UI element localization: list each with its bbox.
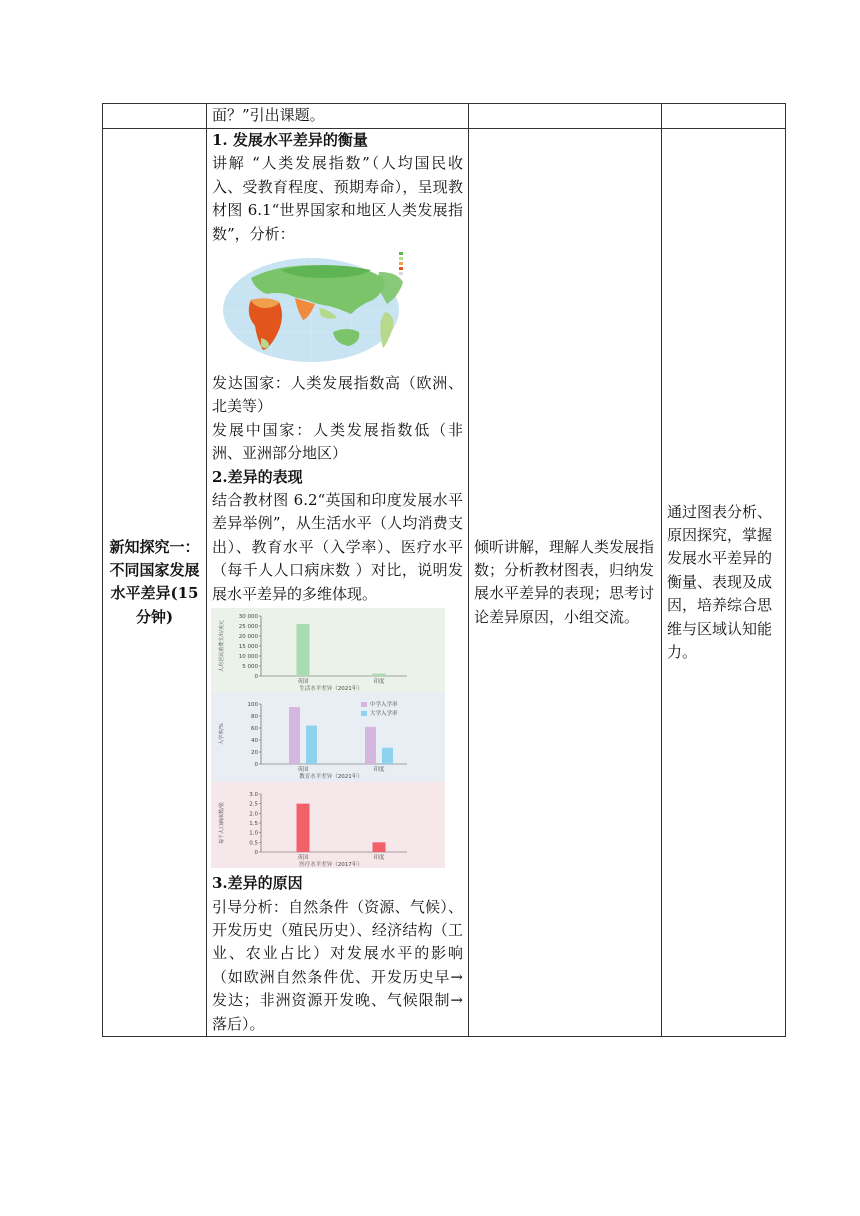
chart-legend-swatch [361,711,367,716]
paragraph-hdi: 讲解 “人类发展指数”（人均国民收入、受教育程度、预期寿命），呈现教材图 6.1“世界国家和地区人类发展指数”，分析： [212,154,463,243]
chart-legend-swatch [361,702,367,707]
chart-y-tick-label: 0 [254,850,258,857]
design-intent-cell [662,129,786,1037]
heading-manifestation: 2.差异的表现 [212,467,303,486]
chart-y-tick-label: 1.0 [249,830,258,837]
student-activity-text: 倾听讲解，理解人类发展指数；分析教材图表，归纳发展水平差异的表现；思考讨论差异原因，小组交流。 [474,537,655,626]
table-row [103,104,786,129]
chart-bar [373,842,386,852]
world-hdi-map [211,248,427,368]
paragraph-developed: 发达国家：人类发展指数高（欧洲、北美等） [212,374,463,416]
chart-legend-label: 大学入学率 [370,711,398,718]
chart-title: 医疗水平差异（2017年） [299,862,363,869]
cell-intro-tail [207,104,469,129]
heading-measure: 1. 发展水平差异的衡量 [212,131,368,149]
lesson-plan-table [102,103,786,1037]
chart-y-label: 人均居民消费支出/美元 [219,620,225,672]
chart-y-tick-label: 0.5 [249,840,258,847]
chart-panel-bg [211,692,445,782]
chart-bar [297,624,310,676]
chart-category-label: 英国 [297,679,309,686]
paragraph-comparison: 结合教材图 6.2“英国和印度发展水平差异举例”，从生活水平（人均消费支出）、教育水平（入学率）、医疗水平（每千人人口病床数 ）对比，说明发展水平差异的多维体现。 [212,491,463,603]
paragraph-causes: 引导分析：自然条件（资源、气候）、开发历史（殖民历史）、经济结构（工业、农业占比）对发展水平的影响（如欧洲自然条件优、开发历史早→发达；非洲资源开发晚、气候限制→落后）。 [212,897,463,1033]
heading-causes: 3.差异的原因 [212,874,303,893]
chart-panel-bg [211,782,445,868]
chart-y-tick-label: 25 000 [238,624,258,631]
chart-bar [306,726,317,764]
chart-bar [373,674,386,676]
chart-y-tick-label: 20 000 [238,634,258,641]
uk-india-comparison-charts [211,608,445,868]
cell-empty [103,104,207,129]
chart-y-label: 每千人口病床数/张 [219,802,225,844]
chart-y-tick-label: 60 [251,726,258,733]
chart-y-tick-label: 5 000 [242,664,258,671]
student-activity-cell [469,129,662,1037]
chart-panel-bg [211,608,445,692]
chart-y-tick-label: 3.0 [249,792,258,799]
chart-y-tick-label: 10 000 [238,654,258,661]
cell-empty [662,104,786,129]
design-intent-text: 通过图表分析、原因探究，掌握发展水平差异的衡量、表现及成因，培养综合思维与区域认知能力。 [667,502,773,661]
chart-y-tick-label: 30 000 [238,614,258,621]
chart-y-label: 入学率/% [219,723,225,745]
table-row [103,129,786,1037]
teacher-activity-cell [207,129,469,1037]
chart-y-tick-label: 0 [254,762,258,769]
chart-y-tick-label: 2.5 [249,801,258,808]
chart-y-tick-label: 40 [251,738,258,745]
chart-bar [297,804,310,852]
chart-title: 教育水平差异（2021年） [299,774,363,781]
chart-category-label: 印度 [373,767,385,774]
chart-y-tick-label: 15 000 [238,644,258,651]
chart-y-tick-label: 80 [251,714,258,721]
chart-bar [289,707,300,764]
chart-y-tick-label: 20 [251,750,258,757]
chart-y-tick-label: 100 [247,702,258,709]
section-label: 新知探究一：不同国家发展水平差异(15分钟) [103,129,207,1037]
chart-category-label: 英国 [297,767,309,774]
chart-y-tick-label: 2.0 [249,811,258,818]
chart-legend-label: 中学入学率 [370,702,398,709]
chart-y-tick-label: 0 [254,674,258,681]
chart-title: 生活水平差异（2021年） [299,686,363,693]
paragraph-developing: 发展中国家：人类发展指数低（非洲、亚洲部分地区） [212,420,463,463]
intro-tail-text: 面？”引出课题。 [212,106,325,124]
chart-category-label: 印度 [373,855,385,862]
cell-empty [469,104,662,129]
chart-category-label: 印度 [373,679,385,686]
chart-y-tick-label: 1.5 [249,821,258,828]
chart-bar [365,727,376,764]
chart-bar [382,748,393,764]
chart-category-label: 英国 [297,855,309,862]
